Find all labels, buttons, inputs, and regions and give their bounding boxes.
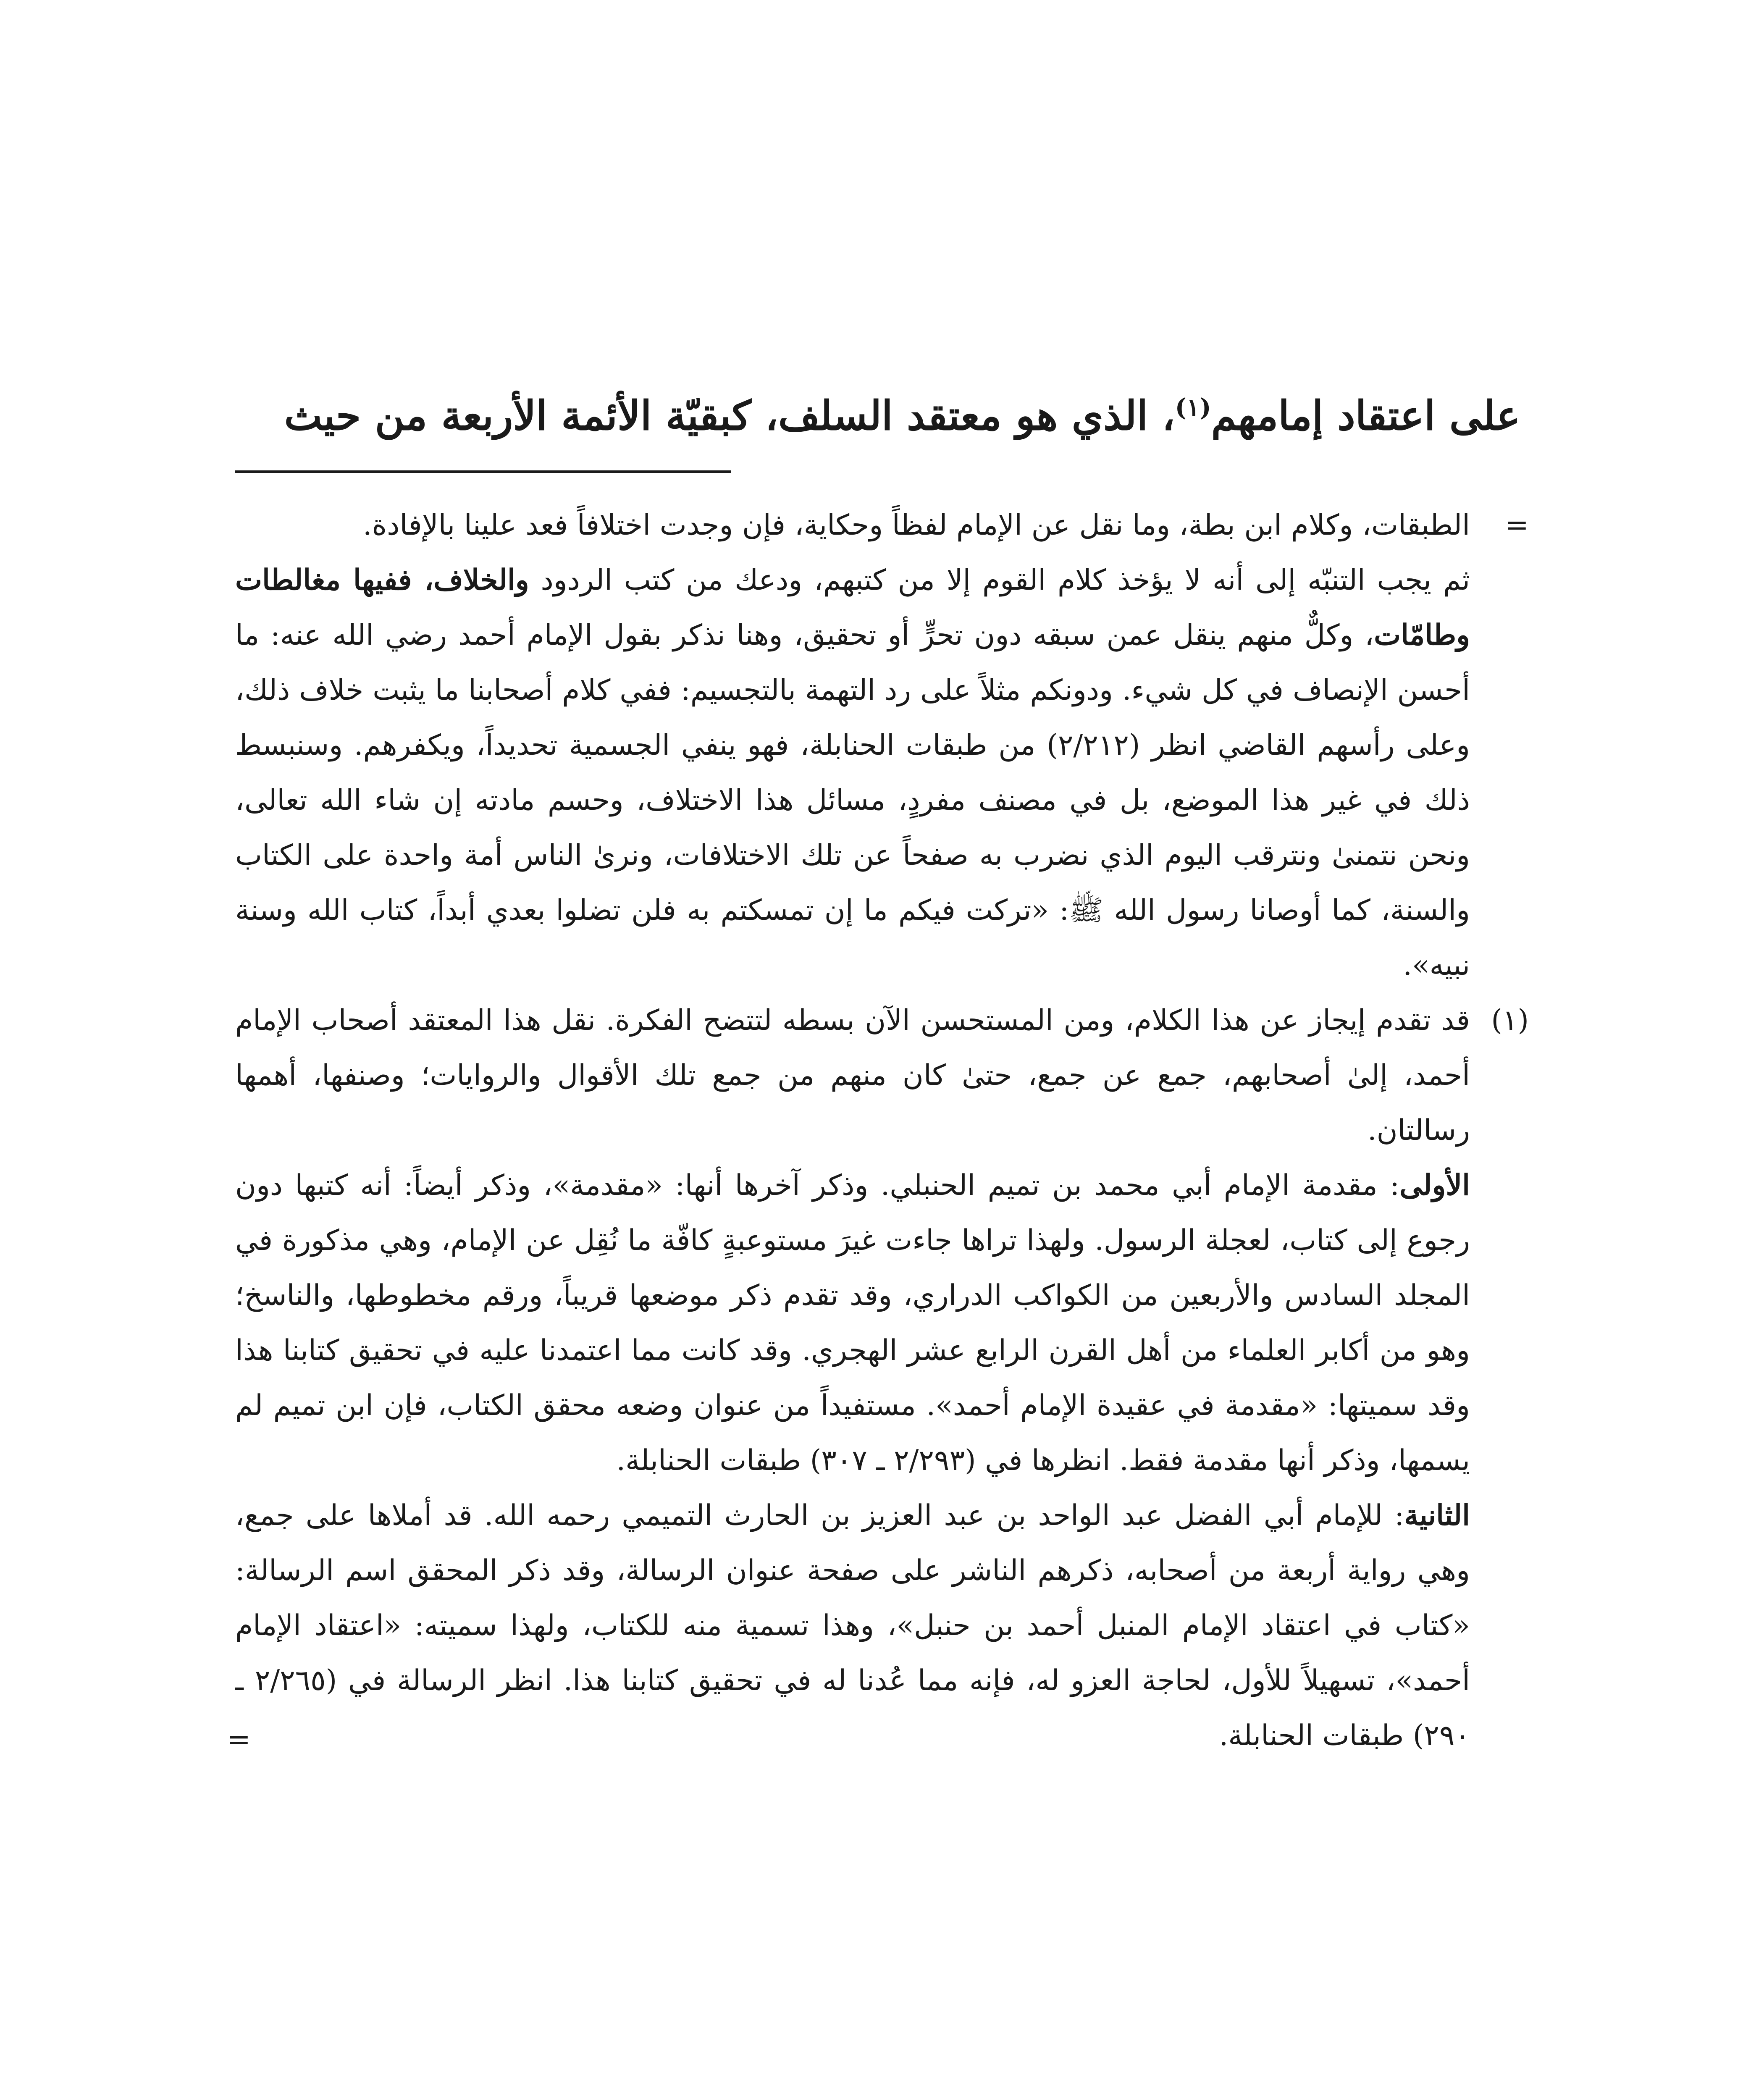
continued-footnote [235,498,1529,553]
warning-rest-text: ، وكلٌّ منهم ينقل عمن سبقه دون تحرٍّ أو تحقيق، وهنا نذكر بقول الإمام أحمد رضي الله عنه: ما أحسن الإنصاف في كل شيء. ودونكم مثلاً على رد التهمة بالتجسيم: ففي كلام أصحابنا ما يثبت خلاف ذلك، وعلى رأسهم القاضي انظر (٢/٢١٢) من طبقات الحنابلة، فهو ينفي الجسمية تحديداً، ويكفرهم. وسنبسط ذلك في غير هذا الموضع، بل في مصنف مفردٍ، مسائل هذا الاختلاف، وحسم مادته إن شاء الله تعالى، ونحن نتمنىٰ ونترقب اليوم الذي نضرب به صفحاً عن تلك الاختلافات، ونرىٰ الناس أمة واحدة على الكتاب والسنة، كما أوصانا رسول الله ﷺ: «تركت فيكم ما إن تمسكتم به فلن تضلوا بعدي أبداً، كتاب الله وسنة نبيه». [235,619,1470,982]
second-treatise-label: الثانية [1404,1499,1470,1532]
second-treatise-text: : للإمام أبي الفضل عبد الواحد بن عبد العزيز بن الحارث التميمي رحمه الله. قد أملاها على جمع، وهي رواية أربعة من أصحابه، ذكرهم الناشر على صفحة عنوان الرسالة، وقد ذكر المحقق اسم الرسالة: «كتاب في اعتقاد الإمام المنبل أحمد بن حنبل»، وهذا تسمية منه للكتاب، ولهذا سميته: «اعتقاد الإمام أحمد»، تسهيلاً للأول، لحاجة العزو له، فإنه مما عُدنا له في تحقيق كتابنا هذا. انظر الرسالة في (٢/٢٦٥ ـ ٢٩٠) طبقات الحنابلة. [235,1499,1470,1752]
footnote-1-text: قد تقدم إيجاز عن هذا الكلام، ومن المستحسن الآن بسطه لتتضح الفكرة. نقل هذا المعتقد أصحاب الإمام أحمد، إلىٰ أصحابهم، جمع عن جمع، حتىٰ كان منهم من جمع تلك الأقوال والروايات؛ وصنفها، أهمها رسالتان. [235,1004,1470,1147]
main-text-line [235,386,1520,445]
continuation-marker: = [1505,509,1529,542]
footnote-reference: (١) [1175,393,1211,422]
warning-lead-text: ثم يجب التنبّه إلى أنه لا يؤخذ كلام القوم إلا من كتبهم، ودعك من كتب الردود [529,564,1470,597]
continued-footnote-text: الطبقات، وكلام ابن بطة، وما نقل عن الإمام لفظاً وحكاية، فإن وجدت اختلافاً فعد علينا بالإفادة. [363,509,1470,542]
main-text-after-ref: ، الذي هو معتقد السلف، كبقيّة الأئمة الأربعة من حيث [284,392,1175,439]
main-text-before-ref: على اعتقاد إمامهم [1211,392,1520,439]
footnote-continues-marker: = [227,1723,251,1756]
warning-bold-text: والخلاف، ففيها مغالطات وطامّات [235,563,1470,652]
footnote-1-second-treatise [227,1488,1529,1763]
footnote-1 [235,993,1529,1158]
footnote-1-first-treatise [235,1158,1529,1488]
footnote-separator-rule [235,470,731,473]
footnote-1-number: (١) [1491,1004,1529,1037]
first-treatise-text: : مقدمة الإمام أبي محمد بن تميم الحنبلي. وذكر آخرها أنها: «مقدمة»، وذكر أيضاً: أنه كتبها دون رجوع إلى كتاب، لعجلة الرسول. ولهذا تراها جاءت غيرَ مستوعبةٍ كافّة ما نُقِل عن الإمام، وهي مذكورة في المجلد السادس والأربعين من الكواكب الدراري، وقد تقدم ذكر موضعها قريباً، ورقم مخطوطها، والناسخ؛ وهو من أكابر العلماء من أهل القرن الرابع عشر الهجري. وقد كانت مما اعتمدنا عليه في تحقيق كتابنا هذا وقد سميتها: «مقدمة في عقيدة الإمام أحمد». مستفيداً من عنوان وضعه محقق الكتاب، فإن ابن تميم لم يسمها، وذكر أنها مقدمة فقط. انظرها في (٢/٢٩٣ ـ ٣٠٧) طبقات الحنابلة. [235,1169,1470,1477]
footnotes-section [227,498,1529,1763]
footnote-paragraph-warning [235,553,1529,993]
first-treatise-label: الأولى [1399,1168,1470,1202]
